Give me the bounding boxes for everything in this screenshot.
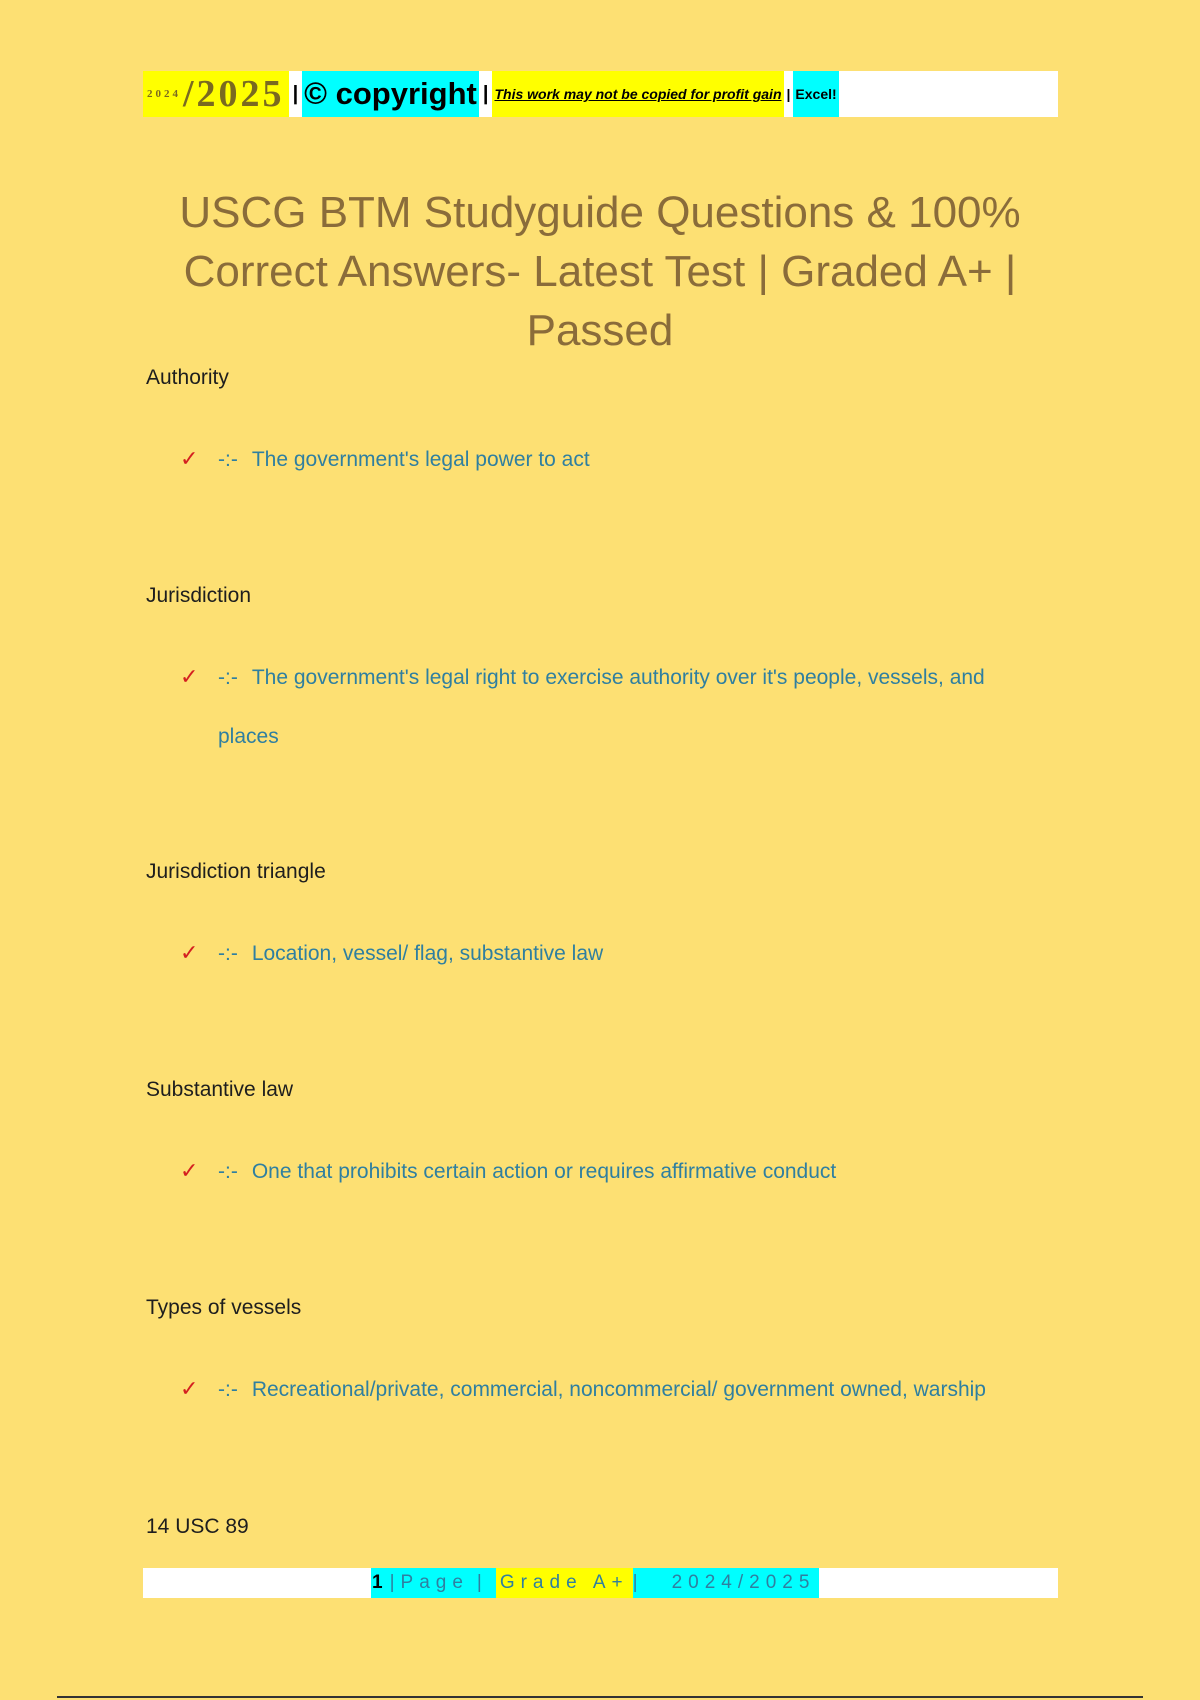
checkmark-icon: ✓ xyxy=(180,940,199,965)
header-separator: | xyxy=(786,86,791,102)
footer-page-label xyxy=(390,1568,477,1598)
footer-page-text: Page xyxy=(400,1572,469,1593)
term-types-of-vessels: Types of vessels xyxy=(146,1296,302,1319)
header-excel: Excel! xyxy=(793,71,838,117)
term-authority: Authority xyxy=(146,366,229,389)
term-jurisdiction-triangle: Jurisdiction triangle xyxy=(146,860,326,883)
footer-content xyxy=(371,1568,819,1598)
term-substantive-law: Substantive law xyxy=(146,1078,294,1101)
header-separator: | xyxy=(482,82,489,105)
footer-separator: | xyxy=(633,1568,652,1598)
footer-page-number: 1 xyxy=(371,1568,390,1598)
checkmark-icon: ✓ xyxy=(180,446,199,471)
term-jurisdiction: Jurisdiction xyxy=(146,584,252,607)
answer-item xyxy=(180,1359,1060,1419)
document-title: USCG BTM Studyguide Questions & 100% Correct Answers- Latest Test | Graded A+ | Passed xyxy=(179,188,1021,355)
answer-item xyxy=(180,429,1060,489)
answer-item xyxy=(180,1141,1060,1201)
header-copyright: © copyright xyxy=(302,71,479,117)
header-year-small: 2024 xyxy=(147,88,181,100)
answer-item xyxy=(180,647,1060,766)
footer-bar xyxy=(143,1568,1058,1598)
answer-marker: -:- xyxy=(218,448,238,471)
term-14-usc-89: 14 USC 89 xyxy=(146,1515,249,1538)
header-notice: This work may not be copied for profit gain xyxy=(492,71,783,117)
page-bottom-divider xyxy=(57,1696,1143,1698)
answer-text: The government's legal power to act xyxy=(251,448,590,471)
footer-separator: | xyxy=(389,1572,401,1593)
answer-marker: -:- xyxy=(218,666,238,689)
answer-text: Location, vessel/ flag, substantive law xyxy=(251,942,604,965)
checkmark-icon: ✓ xyxy=(180,1376,199,1401)
header-bar xyxy=(143,71,1058,117)
answer-text: The government's legal right to exercise authority over it's people, vessels, and xyxy=(251,666,985,689)
footer-separator: | xyxy=(477,1568,496,1598)
answer-marker: -:- xyxy=(218,1160,238,1183)
answer-text: One that prohibits certain action or requires affirmative conduct xyxy=(251,1160,837,1183)
answer-item xyxy=(180,923,1060,983)
header-year xyxy=(143,71,289,117)
checkmark-icon: ✓ xyxy=(180,1158,199,1183)
answer-text-continued: places xyxy=(218,725,279,748)
header-year-big: /2025 xyxy=(183,73,285,115)
footer-grade: Grade A+ xyxy=(496,1568,633,1598)
header-separator: | xyxy=(292,82,299,105)
checkmark-icon: ✓ xyxy=(180,664,199,689)
answer-marker: -:- xyxy=(218,942,238,965)
answer-marker: -:- xyxy=(218,1378,238,1401)
answer-text: Recreational/private, commercial, noncommercial/ government owned, warship xyxy=(251,1378,986,1401)
footer-year: 2024/2025 xyxy=(652,1568,820,1598)
